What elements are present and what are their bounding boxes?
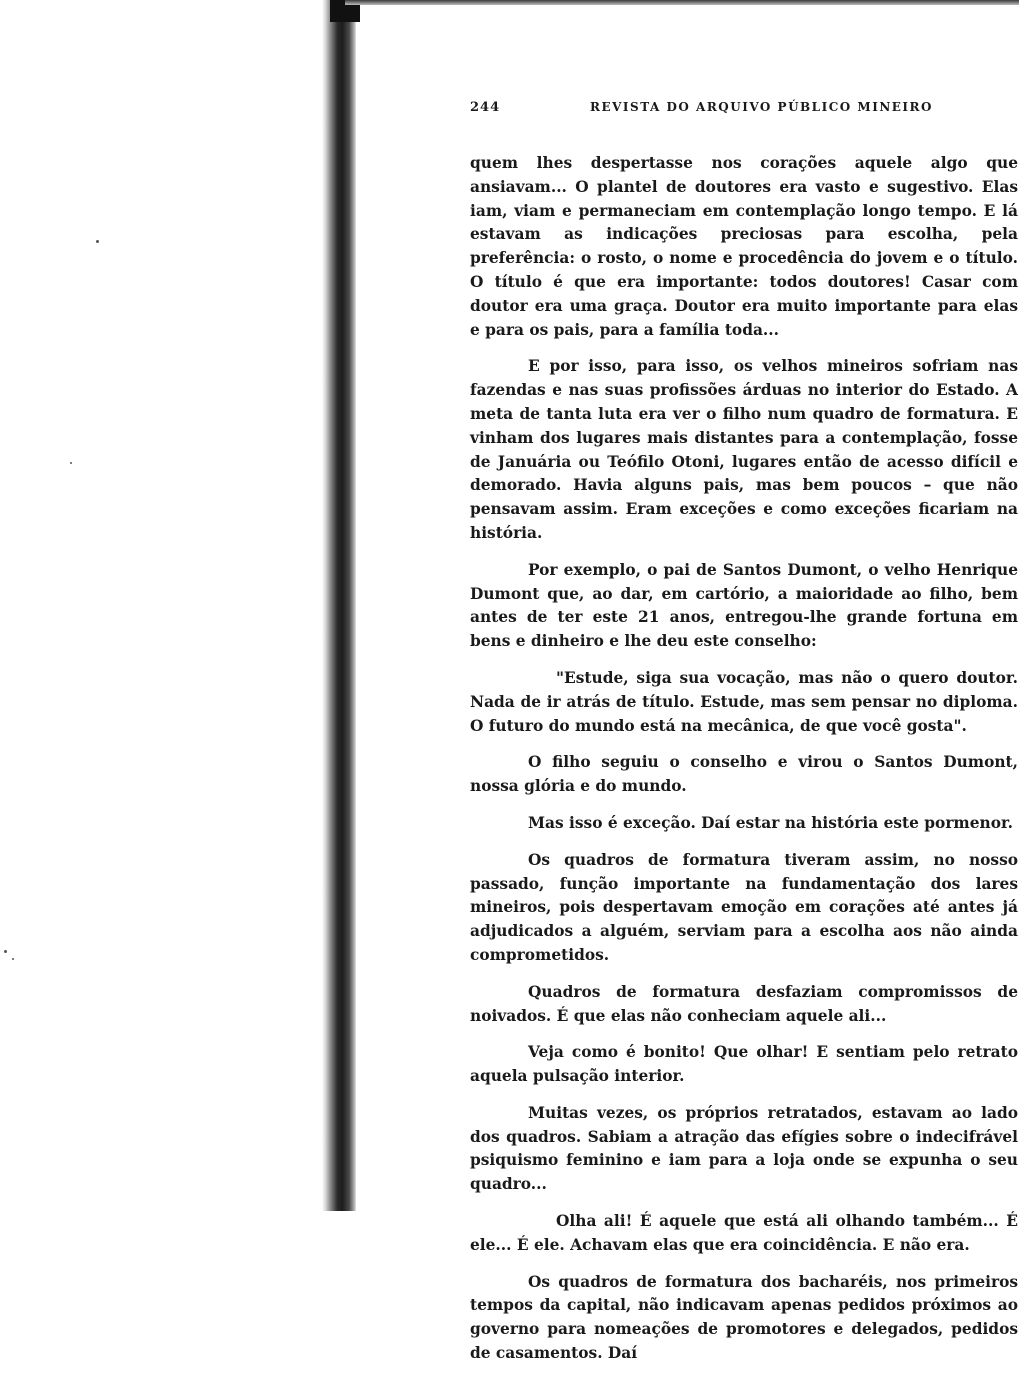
page-number: 244 [470,100,501,115]
page-top-edge [345,0,1019,5]
paragraph: O filho seguiu o conselho e virou o Santos Dumont, nossa glória e do mundo. [470,753,1018,796]
quotation: "Estude, siga sua vocação, mas não o quero doutor. Nada de ir atrás de título. Estude, mas sem pensar no diploma. O futuro do mundo está na mecânica, de que você gosta". [470,668,1018,735]
paragraph: Os quadros de formatura tiveram assim, no nosso passado, função importante na fundamentação dos lares mineiros, pois despertavam emoção em corações até antes já adjudicados a alguém, serviam para a escolha aos não ainda comprometidos. [470,850,1018,964]
scan-speck [4,950,7,953]
paragraph: Por exemplo, o pai de Santos Dumont, o velho Henrique Dumont que, ao dar, em cartório, a maioridade ao filho, bem antes de ter este 21 anos, entregou-lhe grande fortuna em bens e dinheiro e lhe deu este conselho: [470,560,1018,651]
scan-speck [70,462,72,464]
paragraph: Veja como é bonito! Que olhar! E sentiam pelo retrato aquela pulsação interior. [470,1043,1018,1086]
scan-speck [12,958,14,960]
paragraph: Olha ali! É aquele que está ali olhando também... É ele... É ele. Achavam elas que era coincidência. E não era. [470,1212,1018,1254]
journal-title: REVISTA DO ARQUIVO PÚBLICO MINEIRO [590,100,933,114]
paragraph: Muitas vezes, os próprios retratados, estavam ao lado dos quadros. Sabiam a atração das efígies sobre o indecifrável psiquismo feminino e iam para a loja onde se expunha o seu quadro... [470,1103,1018,1194]
paragraph: quem lhes despertasse nos corações aquele algo que ansiavam... O plantel de doutores era vasto e sugestivo. Elas iam, viam e permaneciam em contemplação longo tempo. E lá estavam as indicações preciosas para escolha, pela preferência: o rosto, o nome e procedência do jovem e o título. O título é que era importante: todos doutores! Casar com doutor era uma graça. Doutor era muito importante para elas e para os pais, para a família toda... [470,154,1018,339]
running-head [470,100,1018,130]
body-text [470,152,1018,1366]
paragraph: Mas isso é exceção. Daí estar na história este pormenor. [528,813,1014,832]
paragraph: Os quadros de formatura dos bacharéis, nos primeiros tempos da capital, não indicavam apenas pedidos próximos ao governo para nomeações de promotores e delegados, pedidos de casamentos. Daí [470,1272,1018,1363]
scan-speck [96,240,99,243]
scan-left-margin [0,0,322,1211]
paragraph: E por isso, para isso, os velhos mineiros sofriam nas fazendas e nas suas profissões árduas no interior do Estado. A meta de tanta luta era ver o filho num quadro de formatura. E vinham dos lugares mais distantes para a contemplação, fosse de Januária ou Teófilo Otoni, lugares então de acesso difícil e demorado. Havia alguns pais, mas bem poucos – que não pensavam assim. Eram exceções e como exceções ficariam na história. [470,357,1018,542]
document-page [470,100,1018,1379]
book-binding-shadow [322,0,356,1211]
paragraph: Quadros de formatura desfaziam compromissos de noivados. É que elas não conheciam aquele ali... [470,982,1018,1025]
